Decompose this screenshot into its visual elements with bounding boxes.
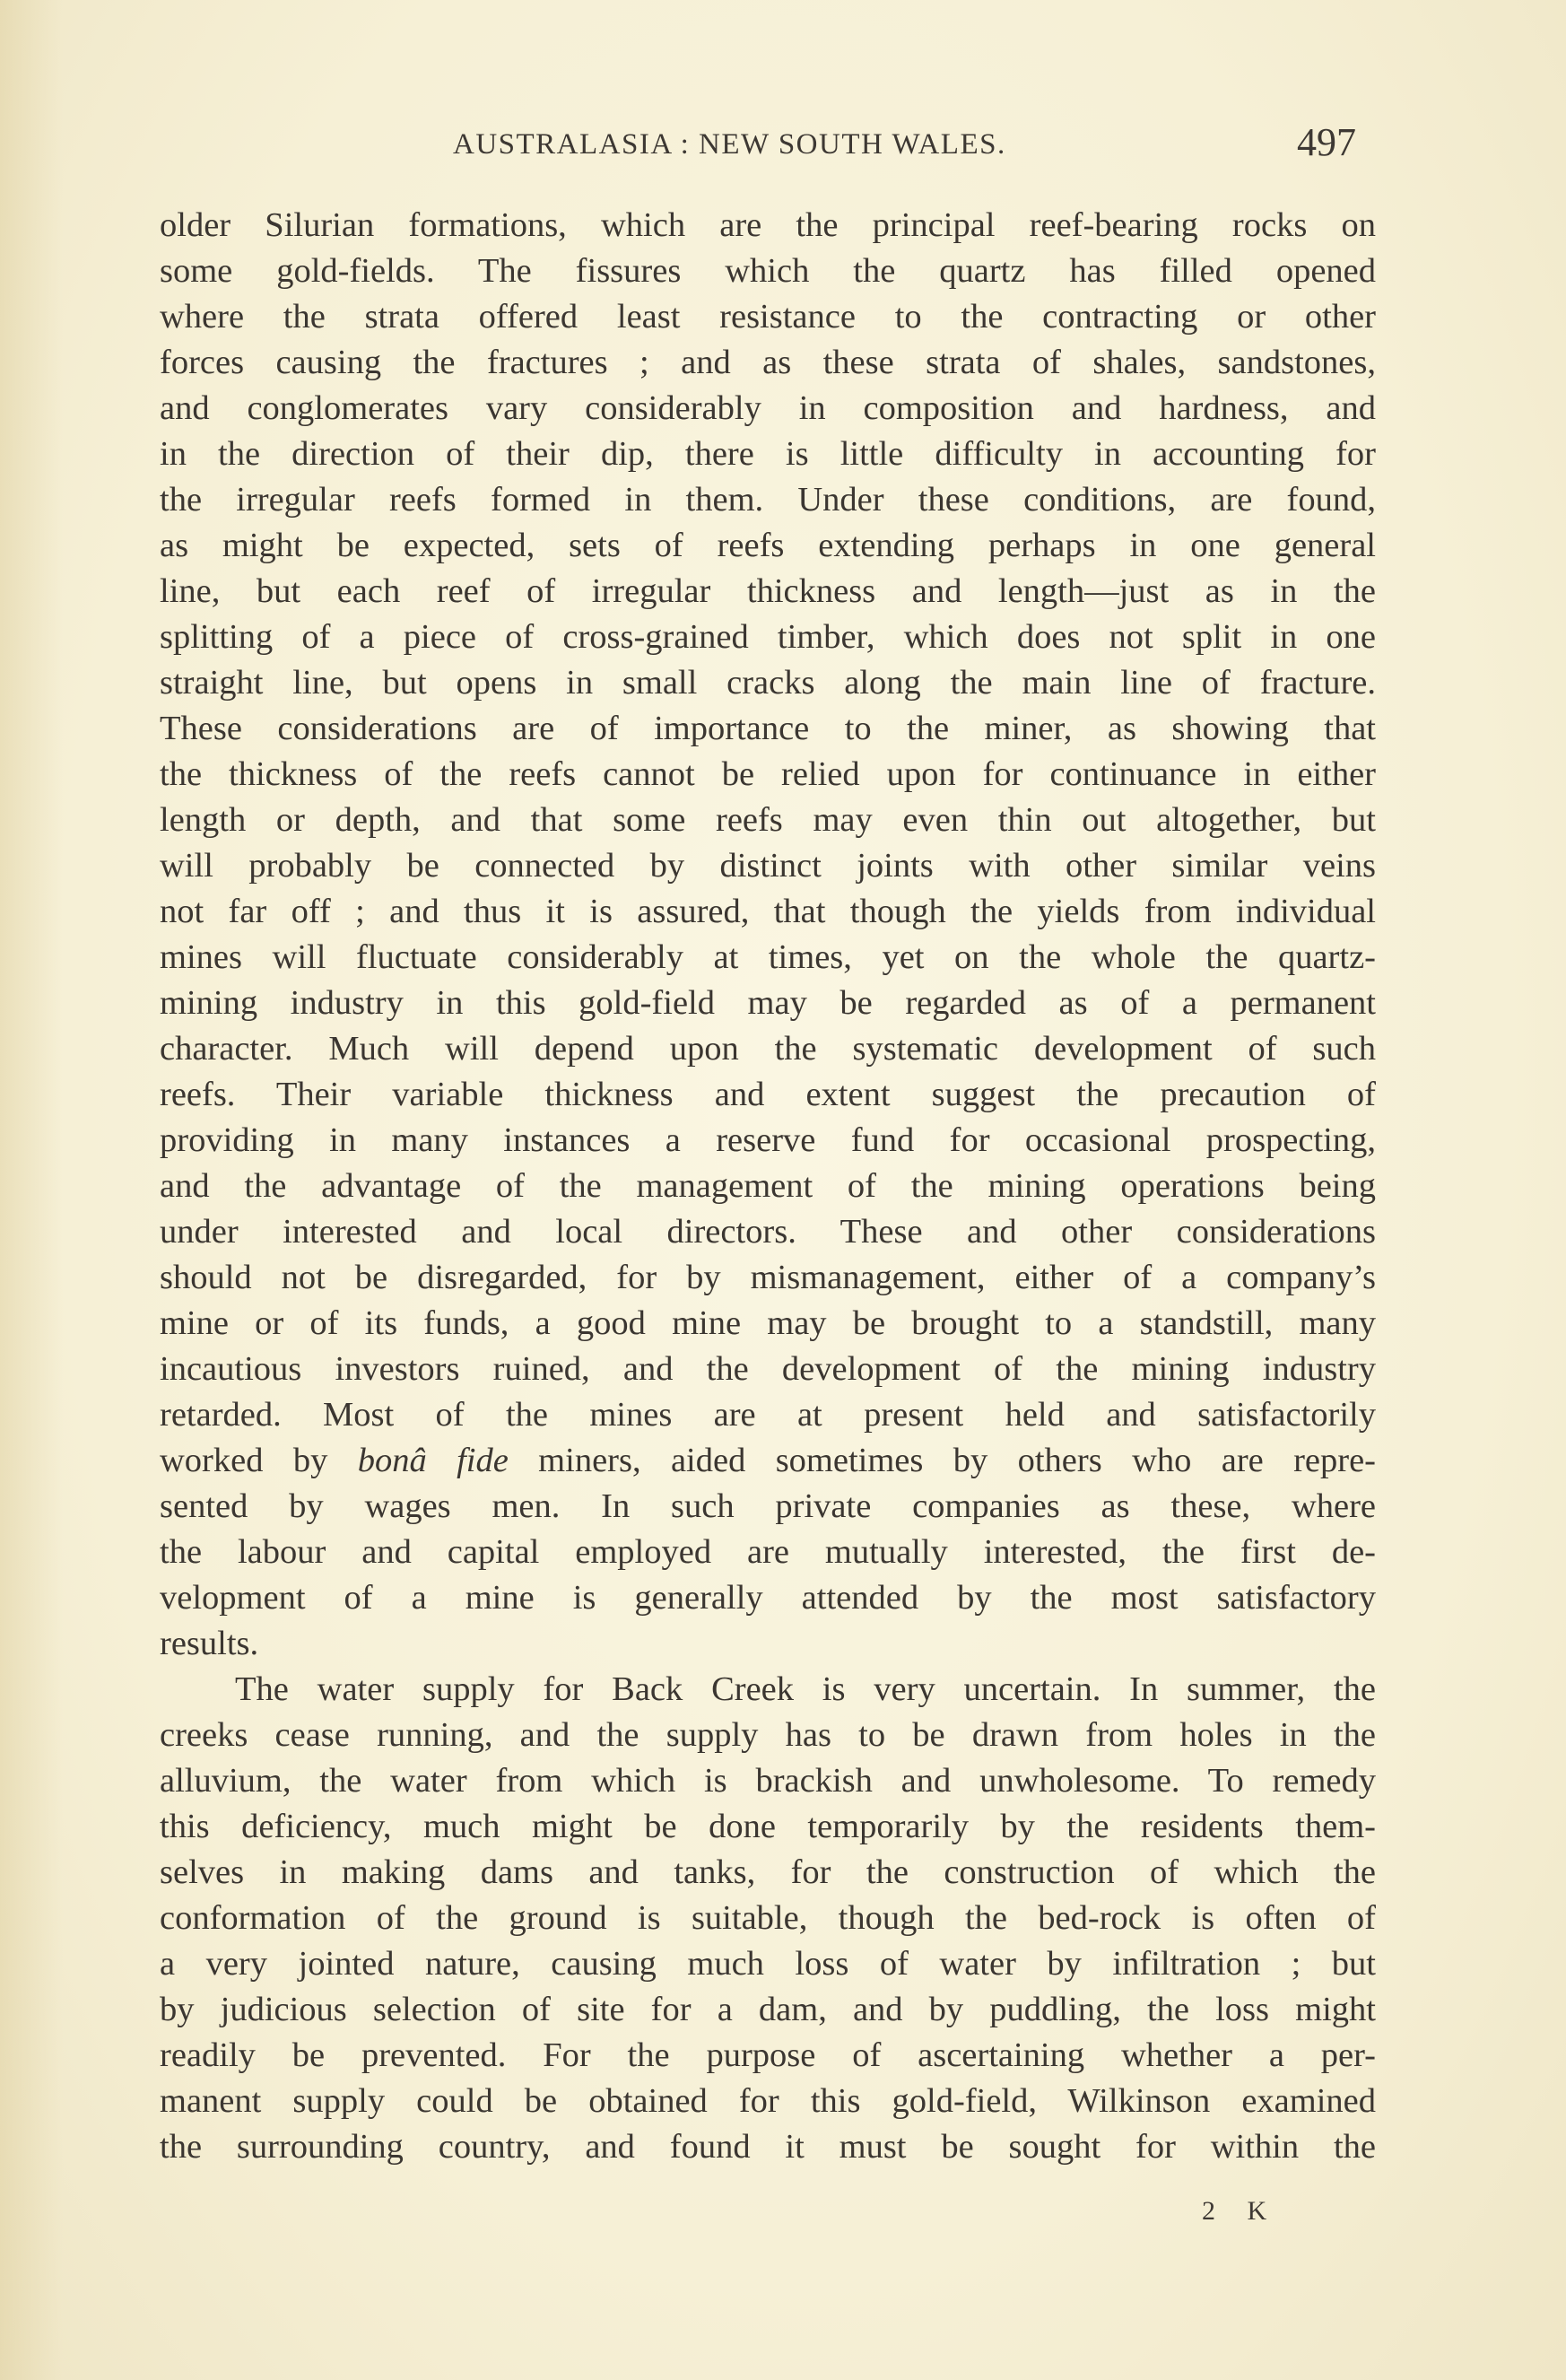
text-line: forces causing the fractures ; and as these strata of shales, sandstones, — [160, 344, 1376, 381]
text-line: mining industry in this gold-field may be regarded as of a permanent — [160, 984, 1376, 1022]
text-line: The water supply for Back Creek is very uncertain. In summer, the — [235, 1670, 1376, 1708]
text-line: incautious investors ruined, and the development of the mining industry — [160, 1350, 1376, 1388]
text-line: straight line, but opens in small cracks along the main line of fracture. — [160, 664, 1376, 702]
text-line: some gold-fields. The fissures which the quartz has filled opened — [160, 252, 1376, 290]
text-line: will probably be connected by distinct joints with other similar veins — [160, 847, 1376, 885]
text-line: retarded. Most of the mines are at present held and satisfactorily — [160, 1396, 1376, 1434]
text-line: reefs. Their variable thickness and extent suggest the precaution of — [160, 1076, 1376, 1113]
text-line: should not be disregarded, for by mismanagement, either of a company’s — [160, 1259, 1376, 1296]
text-line: mines will fluctuate considerably at times, yet on the whole the quartz- — [160, 938, 1376, 976]
text-line: not far off ; and thus it is assured, that though the yields from individual — [160, 893, 1376, 930]
text-line: splitting of a piece of cross-grained timber, which does not split in one — [160, 618, 1376, 656]
binding-shadow — [0, 0, 63, 2380]
text-line: this deficiency, much might be done temporarily by the residents them- — [160, 1808, 1376, 1845]
text-line: by judicious selection of site for a dam, and by puddling, the loss might — [160, 1991, 1376, 2028]
text-line: sented by wages men. In such private companies as these, where — [160, 1487, 1376, 1525]
text-line: velopment of a mine is generally attended by the most satisfactory — [160, 1579, 1376, 1617]
italic-phrase: bonâ fide — [357, 1442, 509, 1479]
text-line: character. Much will depend upon the systematic development of such — [160, 1030, 1376, 1068]
running-head — [0, 122, 1566, 167]
running-title: AUSTRALASIA : NEW SOUTH WALES. — [453, 128, 1006, 161]
text-line: the irregular reefs formed in them. Under these conditions, are found, — [160, 481, 1376, 519]
text-line: in the direction of their dip, there is little difficulty in accounting for — [160, 435, 1376, 473]
text-line: mine or of its funds, a good mine may be brought to a standstill, many — [160, 1304, 1376, 1342]
text-run: miners, aided sometimes by others who are repre- — [508, 1442, 1376, 1479]
text-line: results. — [160, 1625, 259, 1662]
text-line: and conglomerates vary considerably in composition and hardness, and — [160, 389, 1376, 427]
text-line: manent supply could be obtained for this gold-field, Wilkinson examined — [160, 2082, 1376, 2120]
paragraph-1 — [160, 203, 1376, 1667]
text-line: readily be prevented. For the purpose of ascertaining whether a per- — [160, 2036, 1376, 2074]
text-line: These considerations are of importance to the miner, as showing that — [160, 710, 1376, 747]
text-run: worked by — [160, 1442, 358, 1479]
text-line: the thickness of the reefs cannot be relied upon for continuance in either — [160, 755, 1376, 793]
text-line: alluvium, the water from which is brackish and unwholesome. To remedy — [160, 1762, 1376, 1800]
text-line: where the strata offered least resistance to the contracting or other — [160, 298, 1376, 336]
text-line: line, but each reef of irregular thickness and length—just as in the — [160, 572, 1376, 610]
text-line: older Silurian formations, which are the principal reef-bearing rocks on — [160, 206, 1376, 244]
body-text — [160, 203, 1376, 2170]
text-line: length or depth, and that some reefs may even thin out altogether, but — [160, 801, 1376, 839]
text-line: under interested and local directors. These and other considerations — [160, 1213, 1376, 1251]
text-line: selves in making dams and tanks, for the construction of which the — [160, 1853, 1376, 1891]
text-line: the labour and capital employed are mutually interested, the first de- — [160, 1533, 1376, 1571]
text-line: a very jointed nature, causing much loss of water by infiltration ; but — [160, 1945, 1376, 1983]
page-number: 497 — [1297, 120, 1356, 164]
text-line-with-italic — [160, 1438, 1376, 1484]
text-line: creeks cease running, and the supply has to be drawn from holes in the — [160, 1716, 1376, 1754]
text-line: providing in many instances a reserve fund for occasional prospecting, — [160, 1121, 1376, 1159]
text-line: as might be expected, sets of reefs extending perhaps in one general — [160, 527, 1376, 564]
paragraph-2 — [160, 1667, 1376, 2170]
text-line: conformation of the ground is suitable, though the bed-rock is often of — [160, 1899, 1376, 1937]
text-line: and the advantage of the management of the mining operations being — [160, 1167, 1376, 1205]
text-line: the surrounding country, and found it must be sought for within the — [160, 2128, 1376, 2166]
signature-mark: 2 K — [1202, 2196, 1280, 2226]
